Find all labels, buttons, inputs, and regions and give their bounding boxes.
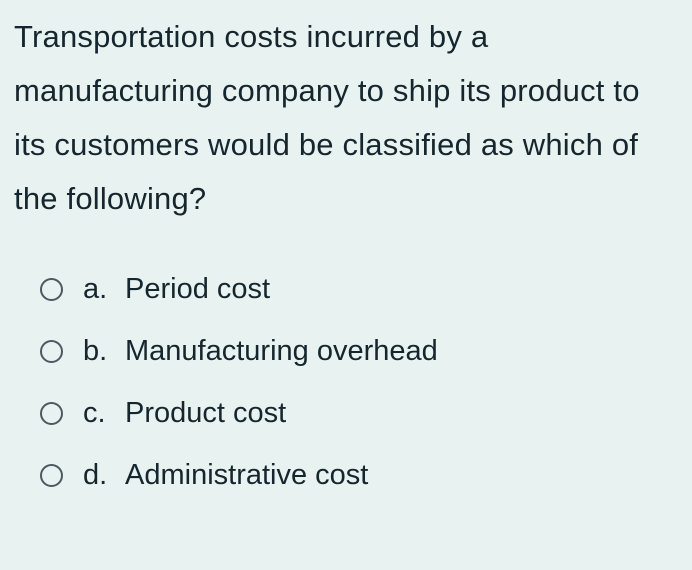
option-letter-a: a. [83, 273, 108, 305]
radio-button-icon-b[interactable] [40, 340, 63, 363]
option-label-d: Administrative cost [125, 459, 369, 491]
radio-button-icon-c[interactable] [40, 402, 63, 425]
option-letter-c: c. [83, 397, 106, 429]
answer-option-c[interactable] [14, 396, 678, 430]
radio-button-icon-a[interactable] [40, 278, 63, 301]
radio-button-icon-d[interactable] [40, 464, 63, 487]
answer-option-b[interactable] [14, 334, 678, 368]
answer-option-a[interactable] [14, 272, 678, 306]
question-text: Transportation costs incurred by a manufacturing company to ship its product to its customers would be classified as which of the following? [14, 19, 640, 216]
option-label-c: Product cost [125, 397, 287, 429]
option-letter-d: d. [83, 459, 108, 491]
option-label-b: Manufacturing overhead [125, 335, 438, 367]
answer-option-d[interactable] [14, 458, 678, 492]
answer-options-list [14, 272, 678, 492]
option-letter-b: b. [83, 335, 108, 367]
option-label-a: Period cost [125, 273, 271, 305]
